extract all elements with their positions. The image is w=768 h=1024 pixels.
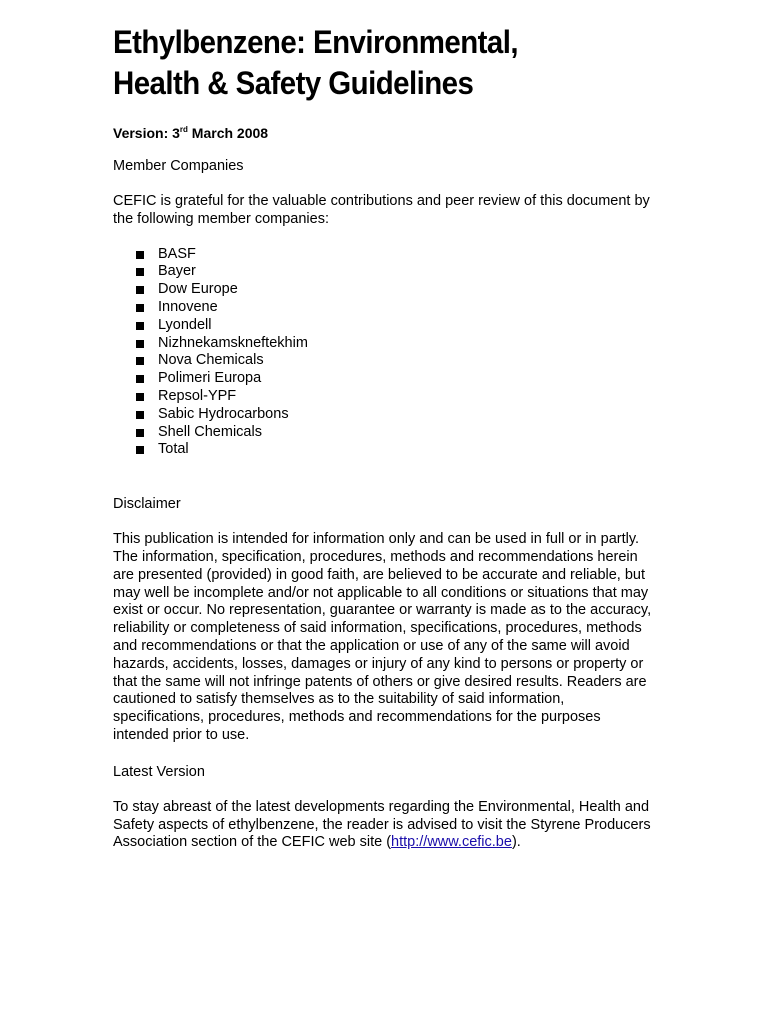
square-bullet-icon [136,340,144,348]
list-item [113,281,658,299]
version-suffix: March 2008 [187,125,269,141]
disclaimer-heading: Disclaimer [113,496,181,513]
list-item [113,246,658,264]
square-bullet-icon [136,393,144,401]
square-bullet-icon [136,375,144,383]
company-name: Shell Chemicals [158,423,262,440]
company-name: Lyondell [158,316,212,333]
company-name: Sabic Hydrocarbons [158,405,289,422]
list-item [113,441,658,459]
version-prefix: Version: 3 [113,125,180,141]
list-item [113,370,658,388]
company-name: Bayer [158,263,196,280]
square-bullet-icon [136,429,144,437]
cefic-website-link[interactable]: http://www.cefic.be [391,834,512,851]
member-companies-heading: Member Companies [113,158,244,174]
company-name: Polimeri Europa [158,370,262,387]
company-name: Repsol-YPF [158,387,237,404]
square-bullet-icon [136,411,144,419]
member-companies-list [113,246,658,460]
list-item [113,299,658,317]
list-item [113,263,658,281]
square-bullet-icon [136,251,144,259]
company-name: Nizhnekamskneftekhim [158,334,308,351]
title-line-2: Health & Safety Guidelines [113,65,474,101]
square-bullet-icon [136,446,144,454]
company-name: Total [158,441,189,458]
latest-text-after: ). [511,834,521,851]
list-item [113,317,658,335]
latest-text-before: To stay abreast of the latest developments regarding the Environmental, Health and Safety aspects of ethylbenzene, the reader is advised to visit the Styrene Producers Association section of the CEFIC web site ( [113,798,651,851]
list-item [113,335,658,353]
company-name: BASF [158,245,196,262]
version-superscript: rd [179,125,188,134]
square-bullet-icon [136,268,144,276]
list-item [113,406,658,424]
version-line [113,124,658,142]
company-name: Innovene [158,298,218,315]
company-name: Dow Europe [158,281,238,298]
latest-version-heading: Latest Version [113,763,205,780]
square-bullet-icon [136,322,144,330]
document-title [113,22,665,104]
list-item [113,352,658,370]
company-name: Nova Chemicals [158,352,264,369]
latest-version-text [113,799,658,852]
list-item [113,424,658,442]
document-page [113,22,658,852]
title-line-1: Ethylbenzene: Environmental, [113,24,518,60]
list-item [113,388,658,406]
disclaimer-text: This publication is intended for information only and can be used in full or in partly. The information, specification, procedures, methods and recommendations herein are presented (provided) in good faith, are believed to be accurate and reliable, but may well be incomplete and/or not applicable to all conditions or situations that may exist or occur. No representation, guarantee or warranty is made as to the accuracy, reliability or completeness of said information, specifications, procedures, methods and recommendations or that the application or use of any of the same will avoid hazards, accidents, losses, damages or injury of any kind to persons or property or that the same will not infringe patents of others or give desired results. Readers are cautioned to satisfy themselves as to the suitability of said information, specifications, procedures, methods and recommendations for the purposes intended prior to use. [113,531,652,743]
member-companies-intro: CEFIC is grateful for the valuable contributions and peer review of this document by the following member companies: [113,193,650,227]
square-bullet-icon [136,357,144,365]
square-bullet-icon [136,286,144,294]
square-bullet-icon [136,304,144,312]
